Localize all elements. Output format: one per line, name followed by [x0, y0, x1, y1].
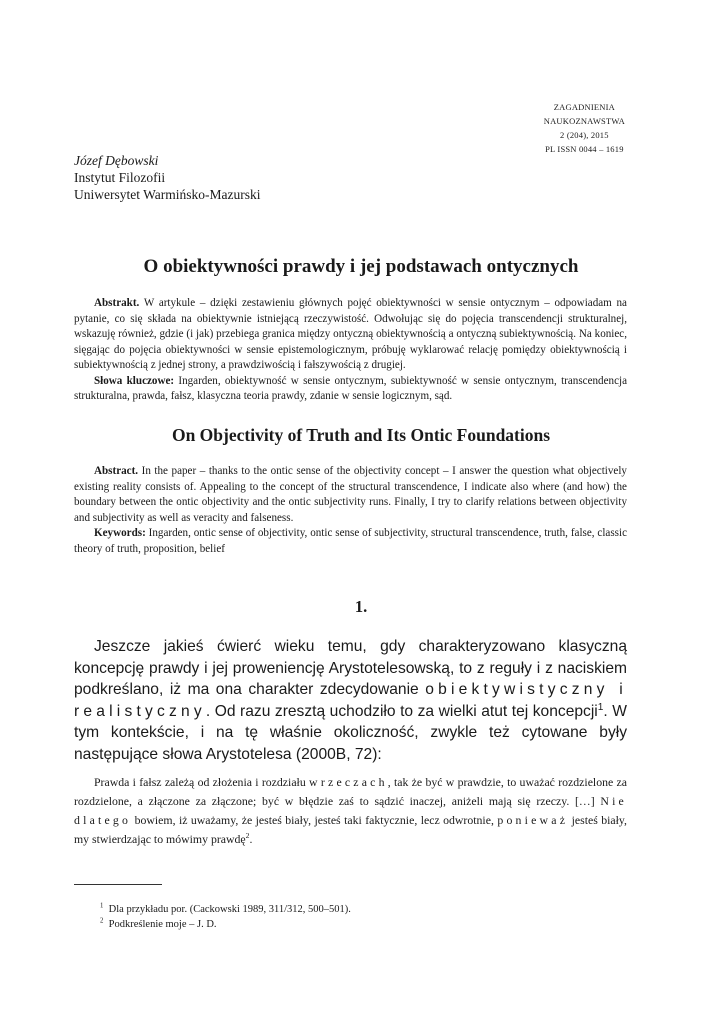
para-end: . W tym kontekście, i na tę właśnie okoliczność, zwykle też cytowane były następujące słowa Arystotelesa (2000B, 72): [74, 702, 627, 763]
footnote-2-text: Podkreślenie moje – J. D. [108, 919, 217, 930]
keywords-polish-text: Ingarden, obiektywność w sensie ontycznym, subiektywność w sensie ontycznym, transcendencja strukturalna, prawda, fałsz, klasyczna teoria prawdy, zdanie w sensie logicznym, sąd. [74, 374, 628, 402]
quote-part2: , tak że być w prawdzie, to uważać rozdzielone za rozdzielone, a złączone za złączone; być w błędzie zaś to sądzić inaczej, aniżeli mają się rzeczy. […] [74, 775, 628, 808]
journal-name-line1: ZAGADNIENIA [553, 102, 615, 112]
footnote-ref-2[interactable]: 2 [245, 831, 250, 841]
abstract-english-text: In the paper – thanks to the ontic sense of the objectivity concept – I answer the question what objectively existing reality consists of. Appealing to the concept of the structural transcendence, I indicate also where (and how) the boundary between the ontic objectivity and the ontic subjectivity runs. Finally, I try to clarify relations between objectivity and subjectivity as well as veracity and falseness. [74, 465, 627, 524]
abstract-english-label: Abstract. [94, 465, 139, 477]
footnote-1 [100, 902, 351, 917]
section-number: 1. [354, 597, 368, 616]
title-english: On Objectivity of Truth and Its Ontic Foundations [171, 425, 551, 445]
footnote-2-number: 2 [100, 917, 104, 925]
quote-part4: jesteś biały, my stwierdzając to mówimy prawdę [74, 813, 628, 846]
quote-part3: bowiem, iż uważamy, że jesteś biały, jesteś taki faktycznie, lecz odwrotnie, [134, 813, 494, 827]
quote-end: . [249, 832, 253, 846]
footnote-1-number: 1 [100, 902, 104, 910]
journal-issn: PL ISSN 0044 – 1619 [545, 144, 624, 154]
journal-name-line2: NAUKOZNAWSTWA [543, 116, 625, 126]
author-name: Józef Dębowski [74, 153, 159, 168]
author-institute: Instytut Filozofii [74, 170, 166, 185]
keywords-english-paragraph [74, 526, 627, 557]
footnote-ref-1[interactable]: 1 [597, 701, 604, 713]
keywords-english-label: Keywords: [94, 527, 146, 539]
abstract-english-paragraph [74, 464, 627, 526]
journal-info [544, 100, 625, 156]
quote-emphasis-1: rzeczach [320, 775, 388, 789]
para-start: Jeszcze jakieś ćwierć wieku temu, gdy charakteryzowano klasyczną koncepcję prawdy i jej proweniencję Arystotelesowską, to z reguły i z naciskiem podkreślano, iż ma ona charakter zdecydowanie [74, 638, 627, 698]
footnote-1-text: Dla przykładu por. (Cackowski 1989, 311/312, 500–501). [108, 904, 351, 915]
footnotes [100, 902, 351, 932]
footnote-2 [100, 917, 351, 932]
quote-emphasis-3: ponieważ [497, 813, 569, 827]
abstract-polish [74, 296, 627, 405]
quote-emphasis-2: Nie dlatego [74, 794, 627, 827]
keywords-polish-paragraph [74, 374, 627, 405]
keywords-english-text: Ingarden, ontic sense of objectivity, ontic sense of subjectivity, structural transcendence, truth, false, classic theory of truth, proposition, belief [74, 527, 627, 555]
body-paragraph [74, 636, 627, 765]
abstract-polish-text: W artykule – dzięki zestawieniu głównych pojęć obiektywności w sensie ontycznym – odpowiadam na pytanie, co się składa na obiektywnie istniejącą rzeczywistość. Odwołując się do pojęcia transcendencji strukturalnej, wskazuję również, gdzie (i jak) przebiega granica między ontyczną obiektywnością a ontyczną subiektywnością. Na koniec, sięgając do pojęcia obiektywności w sensie epistemologicznym, próbuję wyklarować relację pomiędzy obiektywnością i subiektywnością z jednej strony, a prawdziwością i fałszywością z drugiej. [74, 297, 627, 371]
quote-part1: Prawda i fałsz zależą od złożenia i rozdziału w [94, 775, 318, 789]
journal-issue: 2 (204), 2015 [560, 130, 609, 140]
quote-block [74, 773, 627, 849]
title-polish: O obiektywności prawdy i jej podstawach ontycznych [143, 256, 579, 277]
abstract-english [74, 464, 627, 557]
keywords-polish-label: Słowa kluczowe: [94, 374, 175, 387]
para-mid: . Od razu zresztą uchodziło to za wielki atut tej koncepcji [205, 702, 598, 720]
footnote-divider [74, 884, 162, 885]
para-emphasis: obiektywistyczny i realistyczny [74, 681, 627, 720]
abstract-polish-paragraph [74, 296, 627, 374]
author-university: Uniwersytet Warmińsko-Mazurski [74, 187, 261, 202]
abstract-polish-label: Abstrakt. [94, 297, 140, 309]
author-block [74, 152, 261, 203]
